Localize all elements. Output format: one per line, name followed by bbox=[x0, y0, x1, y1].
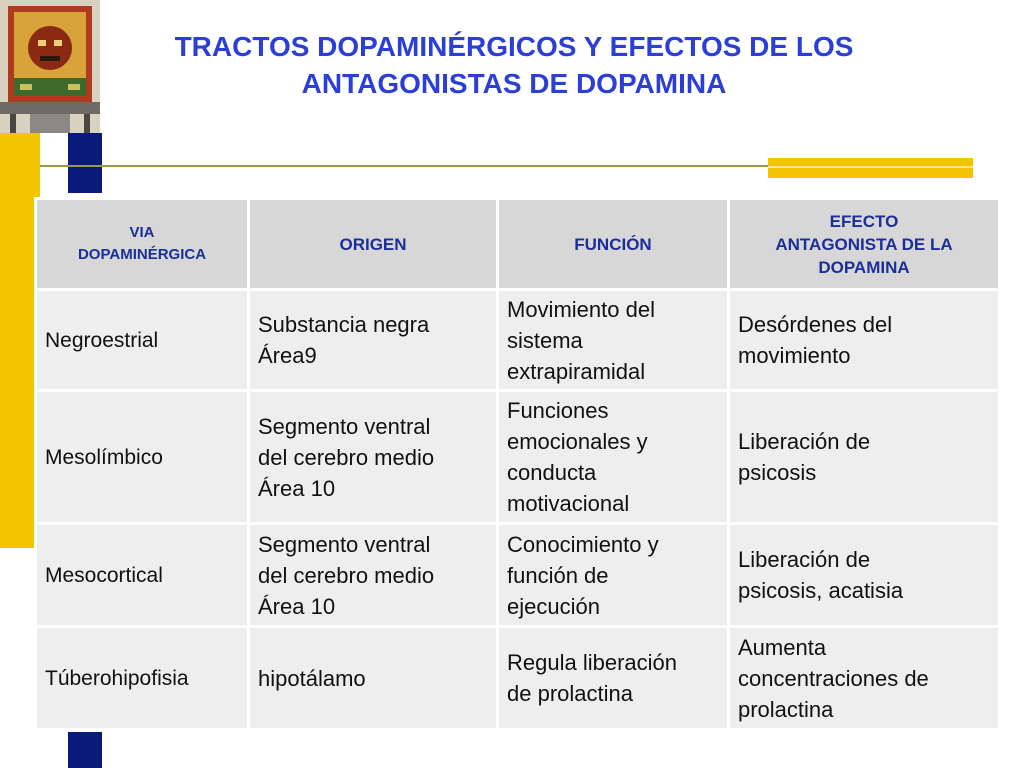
header-origen bbox=[250, 200, 496, 288]
funcion-line: sistema bbox=[507, 327, 583, 353]
yellow-accent-bar bbox=[768, 158, 973, 178]
via-text: Mesocortical bbox=[45, 563, 163, 587]
header-efecto-line-1: EFECTO bbox=[829, 211, 899, 231]
via-text: Negroestrial bbox=[45, 328, 159, 352]
funcion-line: de prolactina bbox=[507, 681, 633, 706]
navy-side-bar bbox=[68, 133, 102, 193]
funcion-line: ejecución bbox=[507, 593, 600, 619]
cell-funcion bbox=[499, 628, 727, 728]
navy-bottom-block bbox=[68, 732, 102, 768]
funcion-line: emocionales y bbox=[507, 429, 648, 454]
origen-line: Área9 bbox=[258, 343, 317, 368]
cell-origen bbox=[250, 628, 496, 728]
efecto-line: psicosis, acatisia bbox=[738, 578, 904, 603]
funcion-line: función de bbox=[507, 562, 609, 588]
funcion-line: Funciones bbox=[507, 398, 609, 423]
funcion-line: Regula liberación bbox=[507, 650, 677, 675]
table-row bbox=[37, 525, 998, 625]
header-efecto-line-2: ANTAGONISTA DE LA bbox=[775, 234, 953, 254]
cell-efecto bbox=[730, 628, 998, 728]
funcion-line: Conocimiento y bbox=[507, 531, 659, 557]
table-row bbox=[37, 628, 998, 728]
efecto-line: Liberación de bbox=[738, 547, 871, 572]
table-header-row bbox=[37, 200, 998, 288]
header-origen-label: ORIGEN bbox=[339, 234, 407, 254]
header-efecto-line-3: DOPAMINA bbox=[818, 257, 910, 277]
efecto-line: psicosis bbox=[738, 460, 817, 485]
cell-origen bbox=[250, 525, 496, 625]
yellow-accent-stripe bbox=[768, 166, 973, 168]
title-line-1: TRACTOS DOPAMINÉRGICOS Y EFECTOS DE LOS bbox=[174, 31, 854, 62]
efecto-line: movimiento bbox=[738, 343, 851, 368]
cell-via bbox=[37, 628, 247, 728]
efecto-line: concentraciones de bbox=[738, 665, 929, 691]
cell-origen bbox=[250, 291, 496, 389]
cell-funcion bbox=[499, 392, 727, 522]
cell-funcion bbox=[499, 291, 727, 389]
via-text: Mesolímbico bbox=[45, 445, 163, 469]
funcion-line: Movimiento del bbox=[507, 296, 655, 322]
origen-line: Área 10 bbox=[258, 593, 336, 619]
dopamine-tracts-table bbox=[34, 197, 1001, 731]
origen-line: Substancia negra bbox=[258, 312, 430, 337]
origen-line: del cerebro medio bbox=[258, 444, 435, 470]
cell-via bbox=[37, 525, 247, 625]
origen-line: del cerebro medio bbox=[258, 562, 435, 588]
funcion-line: conducta bbox=[507, 460, 597, 485]
header-via-line-1: VIA bbox=[129, 224, 155, 241]
header-funcion-label: FUNCIÓN bbox=[574, 234, 652, 254]
mural-logo-image bbox=[0, 0, 100, 133]
origen-line: Segmento ventral bbox=[258, 531, 431, 557]
efecto-line: Desórdenes del bbox=[738, 312, 893, 337]
funcion-line: motivacional bbox=[507, 491, 630, 516]
header-via-line-2: DOPAMINÉRGICA bbox=[77, 246, 207, 263]
header-efecto bbox=[730, 200, 998, 288]
cell-efecto bbox=[730, 525, 998, 625]
origen-line: Segmento ventral bbox=[258, 413, 431, 439]
cell-via bbox=[37, 392, 247, 522]
efecto-line: prolactina bbox=[738, 696, 834, 722]
cell-efecto bbox=[730, 291, 998, 389]
origen-line: hipotálamo bbox=[258, 665, 366, 691]
cell-efecto bbox=[730, 392, 998, 522]
header-funcion bbox=[499, 200, 727, 288]
cell-via bbox=[37, 291, 247, 389]
origen-line: Área 10 bbox=[258, 475, 336, 501]
header-via bbox=[37, 200, 247, 288]
efecto-line: Aumenta bbox=[738, 634, 827, 660]
title-line-2: ANTAGONISTAS DE DOPAMINA bbox=[301, 68, 727, 99]
cell-funcion bbox=[499, 525, 727, 625]
cell-origen bbox=[250, 392, 496, 522]
table-row bbox=[37, 392, 998, 522]
efecto-line: Liberación de bbox=[738, 429, 871, 454]
via-text: Túberohipofisia bbox=[45, 666, 189, 690]
funcion-line: extrapiramidal bbox=[507, 358, 646, 384]
table-row bbox=[37, 291, 998, 389]
slide-title bbox=[100, 28, 928, 102]
